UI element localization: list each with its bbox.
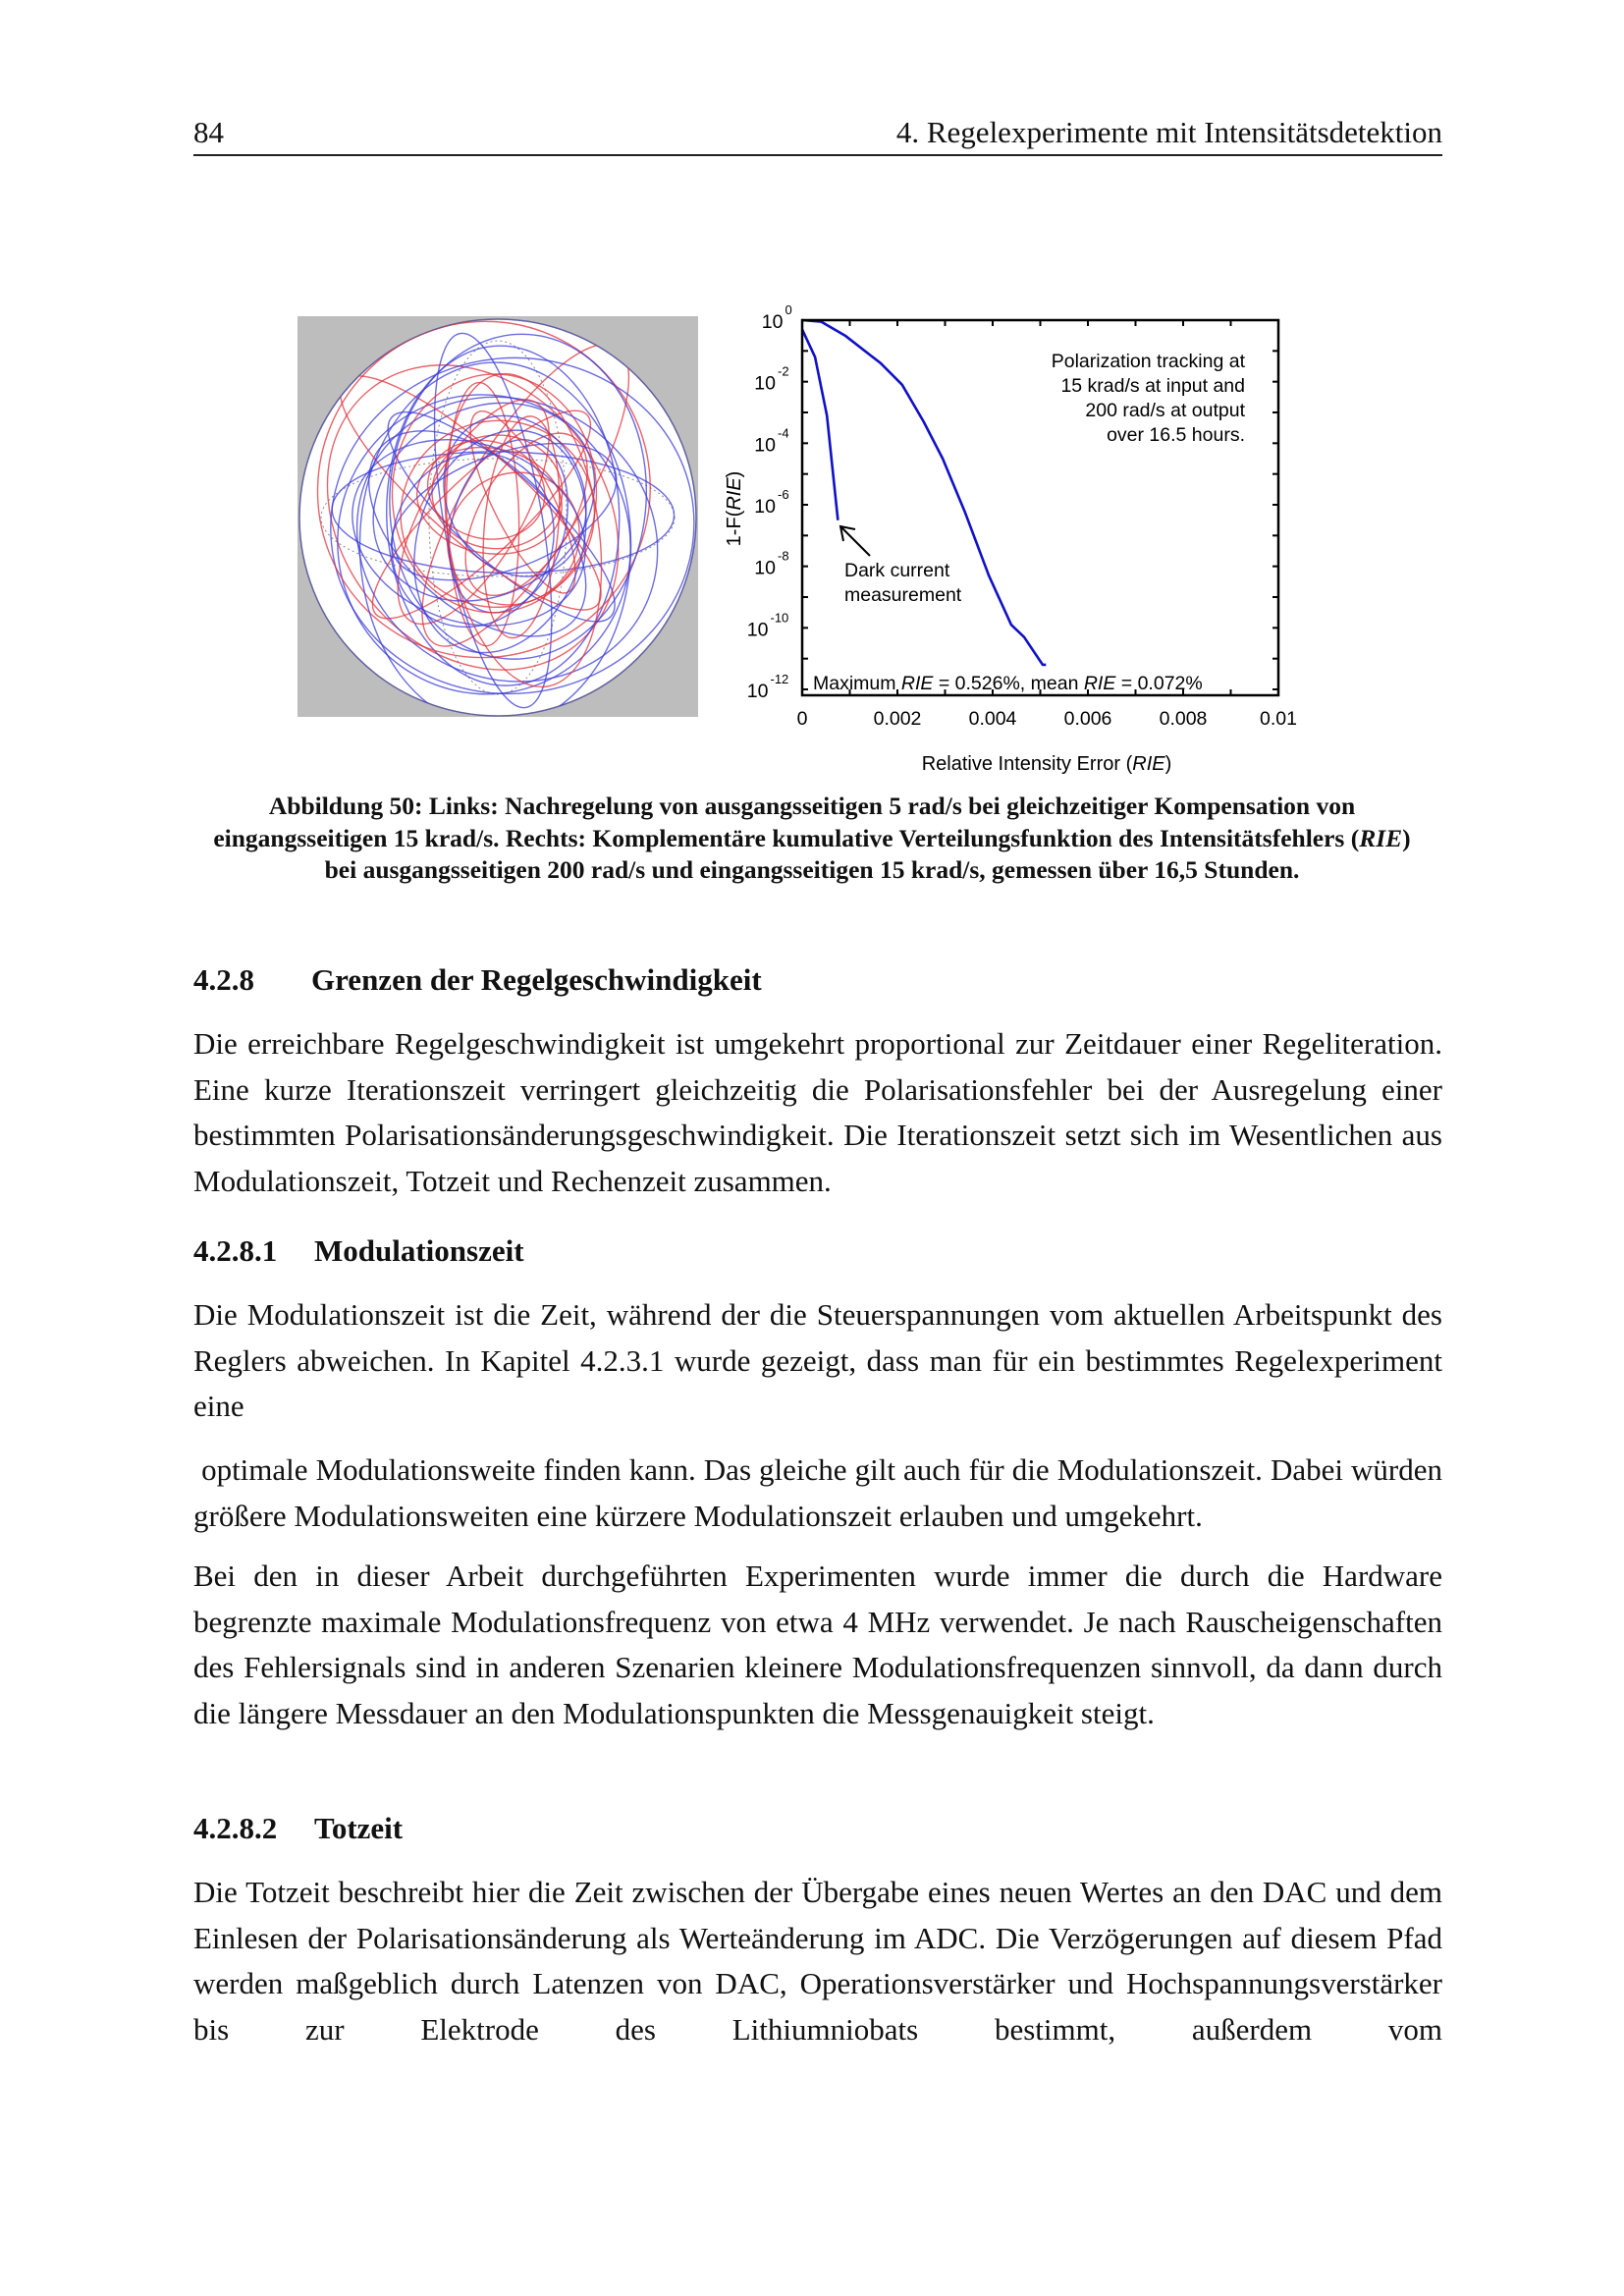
svg-text:-2: -2 [778, 363, 789, 379]
svg-text:0: 0 [785, 302, 792, 317]
y-tick-label [747, 672, 789, 702]
x-tick-label: 0.006 [1063, 708, 1112, 730]
svg-text:10: 10 [761, 311, 784, 333]
x-axis-label: Relative Intensity Error (RIE) [921, 753, 1172, 775]
figure-caption [206, 791, 1418, 887]
ccdf-chart [707, 285, 1335, 786]
poincare-sphere-graphic [298, 316, 698, 717]
caption-text: Abbildung 50: Links: Nachregelung von ausgangsseitigen 5 rad/s bei gleichzeitiger Kompensation von eingangsseitigen 15 krad/s. Rechts: Komplementäre kumulative Verteilungsfunktion des Intensitätsfehlers ( [213, 792, 1360, 852]
section-number: 4.2.8.1 [193, 1233, 278, 1268]
svg-text:10: 10 [746, 619, 769, 641]
paragraph: Die Totzeit beschreibt hier die Zeit zwischen der Übergabe eines neuen Wertes an den DAC und dem Einlesen der Polarisationsänderung als Werteänderung im ADC. Die Verzögerungen auf diesem Pfad werden maßgeblich durch Latenzen von DAC, Operationsverstärker und Hochspannungsverstärker bis zur Elektrode des Lithiumniobats bestimmt, außerdem vom [193, 1875, 1442, 2047]
svg-text:-12: -12 [770, 672, 789, 686]
series-line-dark-current [802, 329, 838, 519]
plot-lines [802, 320, 1046, 665]
annotation-line: 200 rad/s at output [1085, 400, 1245, 421]
chart-svg [707, 285, 1335, 786]
svg-text:-10: -10 [770, 610, 789, 626]
paragraph: Die Modulationszeit ist die Zeit, während der die Steuerspannungen vom aktuellen Arbeitspunkt des Reglers abweichen. In Kapitel 4.2.3.1 wurde gezeigt, dass man für ein bestimmtes Regelexperiment eine [193, 1297, 1442, 1423]
svg-text:10: 10 [754, 557, 776, 579]
svg-text:-4: -4 [778, 425, 789, 441]
svg-text:-6: -6 [778, 487, 789, 502]
annotation-line: over 16.5 hours. [1107, 424, 1245, 446]
annotation-line: Dark current [844, 560, 950, 581]
y-tick-label [754, 549, 788, 579]
caption-text: ) bei ausgangsseitigen 200 rad/s und eingangsseitigen 15 krad/s, gemessen über 16,5 Stunden. [324, 823, 1411, 884]
svg-text:10: 10 [754, 434, 776, 457]
y-tick-label [754, 425, 788, 456]
svg-text:10: 10 [754, 372, 776, 395]
annotation-line: Polarization tracking at [1051, 351, 1245, 372]
section-heading-4-2-8-1 [193, 1233, 524, 1269]
x-tick-label: 0.002 [873, 708, 922, 730]
page-number: 84 [193, 115, 224, 149]
annotation-line: 15 krad/s at input and [1060, 375, 1245, 397]
svg-text:10: 10 [754, 496, 776, 518]
x-tick-label: 0 [796, 708, 808, 730]
x-tick-label: 0.008 [1159, 708, 1208, 730]
section-heading-4-2-8-2 [193, 1811, 403, 1846]
paragraph: optimale Modulationsweite finden kann. Das gleiche gilt auch für die Modulationszeit. Dabei würden größere Modulationsweiten eine kürzere Modulationszeit erlauben und umgekehrt. [193, 1452, 1450, 1533]
running-header [193, 115, 1442, 156]
svg-text:-8: -8 [778, 548, 789, 564]
caption-italic: RIE [1359, 823, 1403, 852]
paragraph: Bei den in dieser Arbeit durchgeführten Experimenten wurde immer die durch die Hardware begrenzte maximale Modulationsfrequenz von etwa 4 MHz verwendet. Je nach Rauscheigenschaften des Fehlersignals sind in anderen Szenarien kleinere Modulationsfrequenzen sinnvoll, da dann durch die längere Messdauer an den Modulationspunkten die Messgenauigkeit steigt. [193, 1558, 1442, 1730]
y-axis-label: 1-F(RIE) [724, 470, 745, 547]
x-tick-label: 0.004 [968, 708, 1017, 730]
x-tick-label: 0.01 [1260, 708, 1297, 730]
svg-text:10: 10 [746, 681, 769, 702]
stats-annotation: Maximum RIE = 0.526%, mean RIE = 0.072% [813, 673, 1203, 694]
y-tick-label [762, 302, 792, 333]
y-tick-label [747, 610, 789, 640]
series-line-tracking [802, 320, 1046, 665]
section-title: Totzeit [314, 1811, 404, 1845]
y-tick-labels [747, 302, 792, 702]
arrow-icon [840, 526, 870, 556]
x-tick-labels [797, 708, 1297, 730]
section-number: 4.2.8.2 [193, 1811, 278, 1845]
y-tick-label [754, 364, 788, 395]
tracking-annotation [1052, 351, 1246, 446]
dark-current-annotation [844, 560, 962, 606]
section-heading-4-2-8 [193, 962, 762, 998]
section-number: 4.2.8 [193, 962, 254, 997]
chapter-title: 4. Regelexperimente mit Intensitätsdetektion [895, 115, 1442, 149]
section-title: Modulationszeit [314, 1233, 524, 1268]
y-tick-label [754, 487, 788, 518]
annotation-line: measurement [844, 584, 962, 606]
poincare-sphere-image [298, 316, 698, 717]
paragraph: Die erreichbare Regelgeschwindigkeit ist umgekehrt proportional zur Zeitdauer einer Regeliteration. Eine kurze Iterationszeit verringert gleichzeitig die Polarisationsfehler bei der Ausregelung einer bestimmten Polarisationsänderungsgeschwindigkeit. Die Iterationszeit setzt sich im Wesentlichen aus Modulationszeit, Totzeit und Rechenzeit zusammen. [193, 1026, 1442, 1198]
section-title: Grenzen der Regelgeschwindigkeit [311, 962, 762, 997]
